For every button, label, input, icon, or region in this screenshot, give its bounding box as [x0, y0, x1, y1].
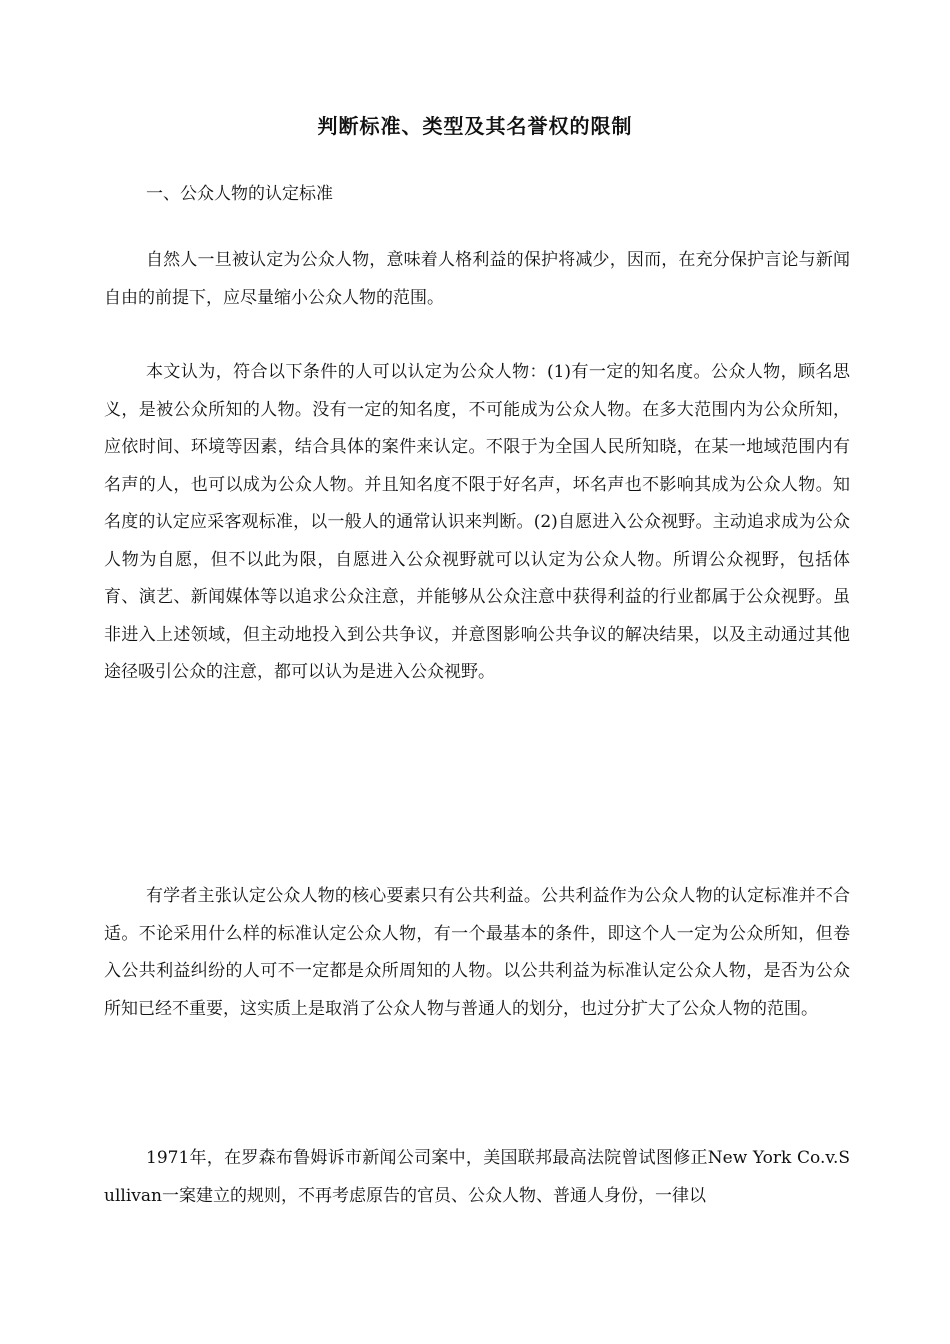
document-title: 判断标准、类型及其名誉权的限制 — [317, 114, 633, 138]
paragraph: 自然人一旦被认定为公众人物，意味着人格利益的保护将减少，因而，在充分保护言论与新闻自由的前提下，应尽量缩小公众人物的范围。 — [104, 250, 850, 308]
section-heading: 一、公众人物的认定标准 — [146, 184, 333, 204]
paragraph: 本文认为，符合以下条件的人可以认定为公众人物：(1)有一定的知名度。公众人物，顾名思义，是被公众所知的人物。没有一定的知名度，不可能成为公众人物。在多大范围内为公众所知，应依时间、环境等因素，结合具体的案件来认定。不限于为全国人民所知晓，在某一地域范围内有名声的人，也可以成为公众人物。并且知名度不限于好名声，坏名声也不影响其成为公众人物。知名度的认定应采客观标准，以一般人的通常认识来判断。(2)自愿进入公众视野。主动追求成为公众人物为自愿，但不以此为限，自愿进入公众视野就可以认定为公众人物。所谓公众视野，包括体育、演艺、新闻媒体等以追求公众注意，并能够从公众注意中获得利益的行业都属于公众视野。虽非进入上述领域，但主动地投入到公共争议，并意图影响公共争议的解决结果，以及主动通过其他途径吸引公众的注意，都可以认为是进入公众视野。 — [104, 362, 850, 682]
paragraph: 有学者主张认定公众人物的核心要素只有公共利益。公共利益作为公众人物的认定标准并不合适。不论采用什么样的标准认定公众人物，有一个最基本的条件，即这个人一定为公众所知，但卷入公共利益纠纷的人可不一定都是众所周知的人物。以公共利益为标准认定公众人物，是否为公众所知已经不重要，这实质上是取消了公众人物与普通人的划分，也过分扩大了公众人物的范围。 — [104, 886, 850, 1019]
paragraph: 1971年，在罗森布鲁姆诉市新闻公司案中，美国联邦最高法院曾试图修正New York Co.v.Sullivan一案建立的规则，不再考虑原告的官员、公众人物、普通人身份，一律以 — [104, 1148, 850, 1206]
